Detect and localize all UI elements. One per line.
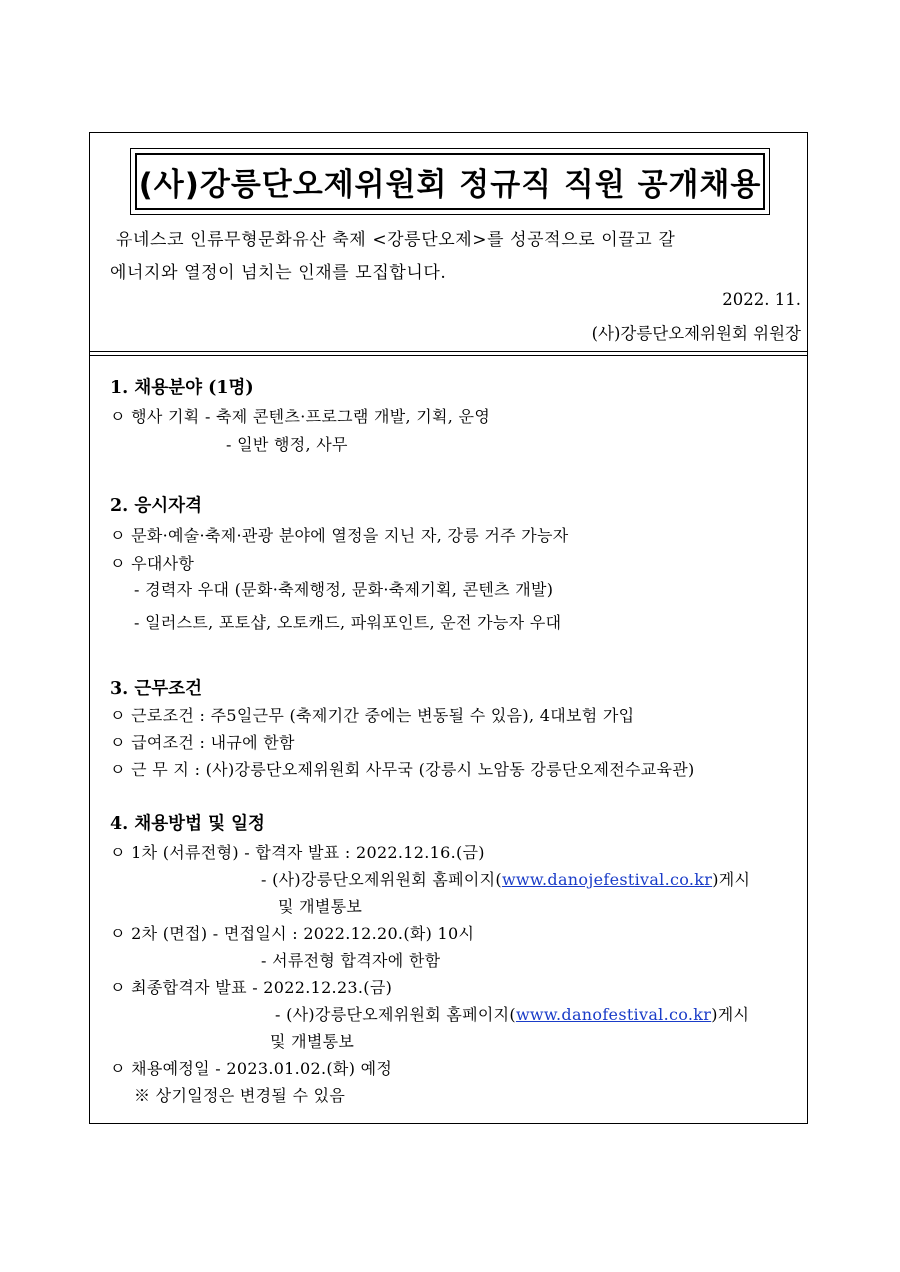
title-frame — [130, 148, 770, 215]
schedule-round-1-notice-text: - (사)강릉단오제위원회 홈페이지( — [261, 870, 502, 889]
section-4-heading: 4. 채용방법 및 일정 — [110, 814, 265, 834]
section-2-line-3: - 경력자 우대 (문화·축제행정, 문화·축제기획, 콘텐츠 개발) — [134, 580, 554, 599]
schedule-round-1-notice-suffix: )게시 — [712, 870, 751, 889]
schedule-final-notice-suffix: )게시 — [711, 1005, 750, 1024]
notice-document — [89, 132, 808, 1124]
schedule-round-1-notify: 및 개별통보 — [278, 897, 363, 916]
schedule-round-2: ㅇ 2차 (면접) - 면접일시 : 2022.12.20.(화) 10시 — [110, 924, 475, 943]
section-3-line-1: ㅇ 근로조건 : 주5일근무 (축제기간 중에는 변동될 수 있음), 4대보험 가입 — [110, 706, 635, 725]
document-title: (사)강릉단오제위원회 정규직 직원 공개채용 — [135, 153, 765, 210]
schedule-round-2-note: - 서류전형 합격자에 한함 — [261, 951, 441, 970]
intro-line-2: 에너지와 열정이 넘치는 인재를 모집합니다. — [110, 263, 447, 283]
schedule-round-1: ㅇ 1차 (서류전형) - 합격자 발표 : 2022.12.16.(금) — [110, 843, 485, 862]
section-1-heading: 1. 채용분야 (1명) — [110, 378, 254, 398]
schedule-final: ㅇ 최종합격자 발표 - 2022.12.23.(금) — [110, 978, 393, 997]
homepage-link-2[interactable]: www.danofestival.co.kr — [515, 1005, 712, 1024]
header-divider — [90, 351, 807, 356]
schedule-round-1-notice — [261, 867, 750, 890]
issuer: (사)강릉단오제위원회 위원장 — [591, 324, 801, 343]
section-2-heading: 2. 응시자격 — [110, 496, 202, 516]
section-2-line-2: ㅇ 우대사항 — [110, 554, 195, 573]
schedule-hire-date: ㅇ 채용예정일 - 2023.01.02.(화) 예정 — [110, 1059, 393, 1078]
section-1-line-1: ㅇ 행사 기획 - 축제 콘텐츠·프로그램 개발, 기획, 운영 — [110, 407, 491, 426]
section-2-line-4: - 일러스트, 포토샵, 오토캐드, 파워포인트, 운전 가능자 우대 — [134, 613, 562, 632]
section-3-heading: 3. 근무조건 — [110, 679, 202, 699]
section-3-line-2: ㅇ 급여조건 : 내규에 한함 — [110, 733, 295, 752]
section-2-line-1: ㅇ 문화·예술·축제·관광 분야에 열정을 지닌 자, 강릉 거주 가능자 — [110, 526, 569, 545]
section-1-line-2: - 일반 행정, 사무 — [226, 435, 348, 454]
issue-date: 2022. 11. — [722, 290, 801, 309]
intro-line-1: 유네스코 인류무형문화유산 축제 <강릉단오제>를 성공적으로 이끌고 갈 — [116, 230, 676, 250]
section-3-line-3: ㅇ 근 무 지 : (사)강릉단오제위원회 사무국 (강릉시 노암동 강릉단오제전수교육관) — [110, 760, 695, 779]
schedule-final-notice-text: - (사)강릉단오제위원회 홈페이지( — [275, 1005, 516, 1024]
schedule-change-note: ※ 상기일정은 변경될 수 있음 — [134, 1086, 346, 1105]
homepage-link-1[interactable]: www.danojefestival.co.kr — [501, 870, 713, 889]
schedule-final-notice — [275, 1002, 749, 1025]
schedule-final-notify: 및 개별통보 — [270, 1032, 355, 1051]
